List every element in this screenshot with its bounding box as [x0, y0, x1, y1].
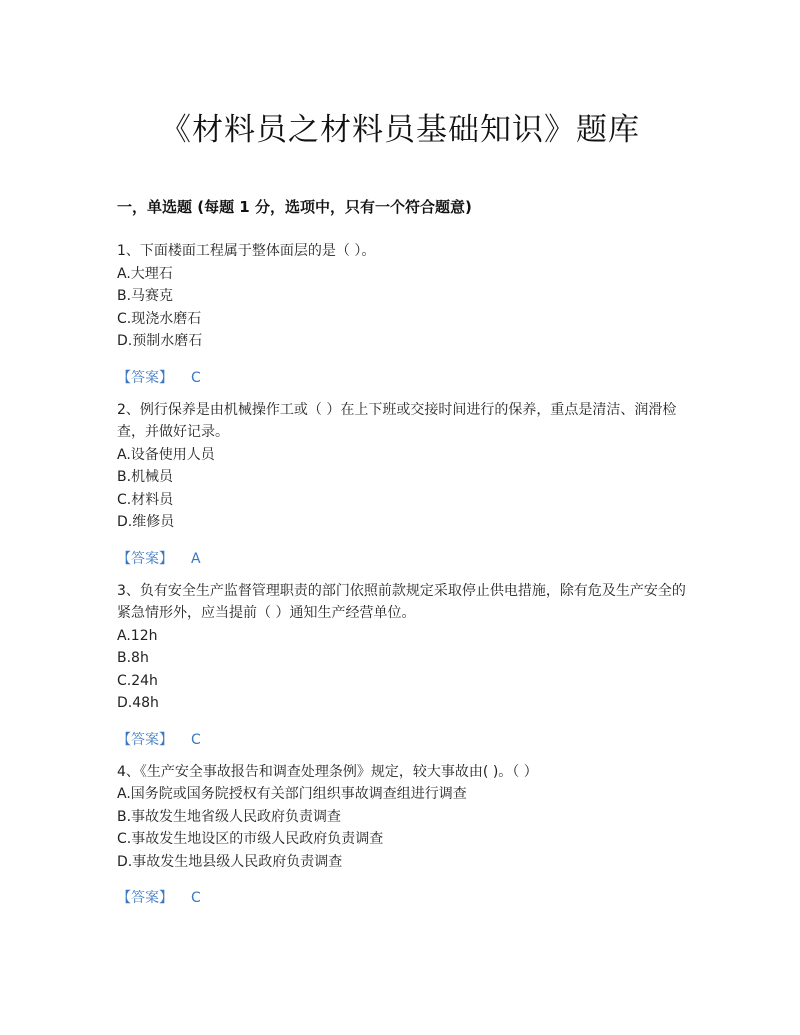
question-stem: 2、例行保养是由机械操作工或（ ）在上下班或交接时间进行的保养，重点是清洁、润滑检查，并做好记录。 — [117, 401, 677, 440]
question-4 — [117, 761, 687, 910]
answer-value: A — [191, 550, 201, 567]
question-3 — [117, 580, 687, 751]
question-stem: 1、下面楼面工程属于整体面层的是（ ）。 — [117, 243, 376, 259]
answer-label: 【答案】 — [117, 890, 173, 906]
option-c: C.事故发生地设区的市级人民政府负责调查 — [117, 831, 384, 847]
option-d: D.事故发生地县级人民政府负责调查 — [117, 853, 343, 870]
option-b: B.8h — [117, 650, 149, 666]
option-b: B.马赛克 — [117, 288, 174, 304]
answer-line — [117, 887, 687, 909]
answer-label: 【答案】 — [117, 550, 173, 567]
option-a: A.大理石 — [117, 265, 173, 282]
option-c: C.材料员 — [117, 491, 174, 508]
option-b: B.事故发生地省级人民政府负责调查 — [117, 808, 342, 825]
answer-line — [117, 548, 687, 570]
answer-label: 【答案】 — [117, 731, 173, 748]
answer-value: C — [191, 369, 201, 386]
page-title: 《材料员之材料员基础知识》题库 — [160, 112, 640, 148]
answer-line — [117, 367, 687, 389]
option-c: C.24h — [117, 672, 158, 689]
option-d: D.预制水磨石 — [117, 333, 203, 349]
answer-label: 【答案】 — [117, 369, 173, 386]
answer-line — [117, 729, 687, 751]
question-list — [117, 240, 687, 919]
question-2 — [117, 399, 687, 570]
option-c: C.现浇水磨石 — [117, 310, 202, 327]
option-a: A.设备使用人员 — [117, 446, 215, 463]
option-a: A.国务院或国务院授权有关部门组织事故调查组进行调查 — [117, 786, 467, 802]
question-stem: 4、《生产安全事故报告和调查处理条例》规定，较大事故由( )。（ ） — [117, 763, 538, 780]
option-d: D.维修员 — [117, 514, 175, 530]
answer-value: C — [191, 890, 201, 906]
option-b: B.机械员 — [117, 469, 174, 485]
answer-value: C — [191, 731, 201, 748]
section-heading: 一，单选题 (每题 1 分，选项中，只有一个符合题意) — [117, 198, 472, 216]
question-1 — [117, 240, 687, 389]
option-a: A.12h — [117, 627, 158, 644]
question-stem: 3、负有安全生产监督管理职责的部门依照前款规定采取停止供电措施，除有危及生产安全的紧急情形外，应当提前（ ）通知生产经营单位。 — [117, 582, 686, 621]
option-d: D.48h — [117, 695, 159, 711]
